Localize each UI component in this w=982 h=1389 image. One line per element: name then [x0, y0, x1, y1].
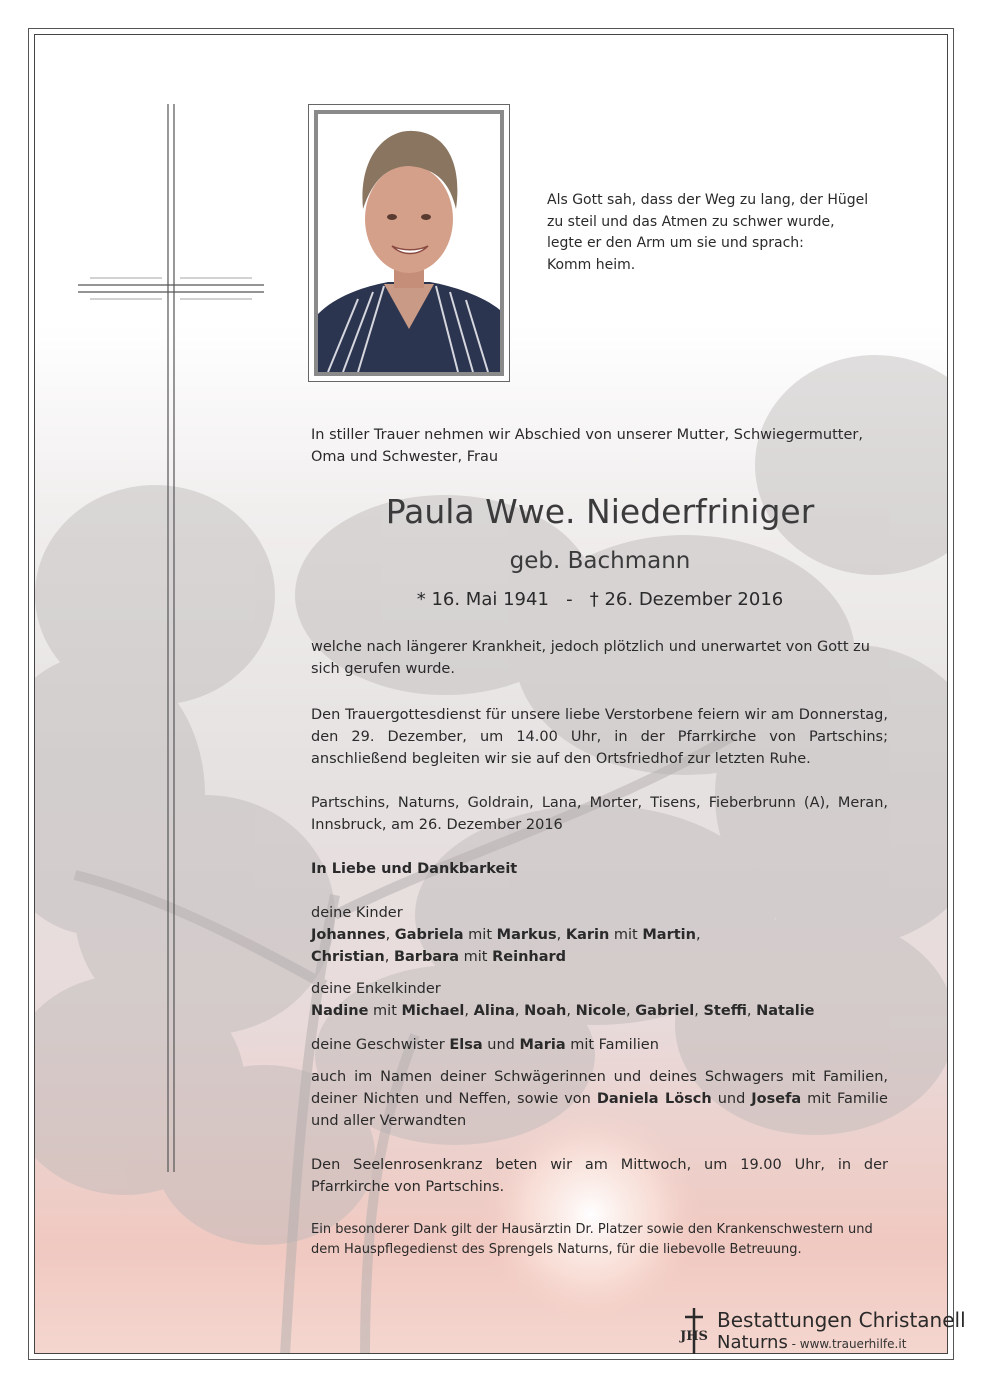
svg-text:JHS: JHS — [680, 1329, 708, 1344]
poem-line: Als Gott sah, dass der Weg zu lang, der Hügel — [547, 192, 869, 208]
siblings-line: deine Geschwister Elsa und Maria mit Familien — [311, 1037, 659, 1053]
rosary-paragraph: Den Seelenrosenkranz beten wir am Mittwoch, um 19.00 Uhr, in der Pfarrkirche von Partschins. — [311, 1157, 888, 1195]
children-label: deine Kinder — [311, 905, 403, 921]
portrait-frame — [308, 104, 510, 382]
birth-date: * 16. Mai 1941 — [416, 589, 549, 610]
maiden-name: geb. Bachmann — [509, 548, 691, 574]
sunset-glow — [481, 1105, 701, 1325]
portrait-image — [318, 114, 500, 372]
town: Naturns — [717, 1332, 788, 1353]
thanks-paragraph: Ein besonderer Dank gilt der Hausärztin Dr. Platzer sowie den Krankenschwestern und dem Hauspflegedienst des Sprengels Naturns, für die liebevolle Betreuung. — [311, 1222, 873, 1257]
death-date: † 26. Dezember 2016 — [589, 589, 784, 610]
grandchildren-block — [311, 978, 888, 1022]
funeral-home-name: Bestattungen Christanell — [717, 1308, 966, 1332]
poem-line: zu steil und das Atmen zu schwer wurde, — [547, 213, 835, 230]
grandchildren-line: Nadine mit Michael, Alina, Noah, Nicole, Gabriel, Steffi, Natalie — [311, 1003, 815, 1019]
funeral-home-logo-icon — [677, 1308, 711, 1354]
places-date-paragraph: Partschins, Naturns, Goldrain, Lana, Morter, Tisens, Fieberbrunn (A), Meran, Innsbruck, am 26. Dezember 2016 — [311, 795, 888, 833]
website-link[interactable]: - www.trauerhilfe.it — [787, 1337, 907, 1351]
funeral-service-paragraph: Den Trauergottesdienst für unsere liebe Verstorbene feiern wir am Donnerstag, den 29. Dezember, um 14.00 Uhr, in der Pfarrkirche von Partschins; anschließend begleiten wir sie auf den Ortsfriedhof zur letzten Ruhe. — [311, 707, 888, 767]
children-block — [311, 902, 888, 968]
closing-phrase: In Liebe und Dankbarkeit — [311, 861, 518, 877]
grandchildren-label: deine Enkelkinder — [311, 981, 441, 997]
date-separator: - — [566, 589, 573, 610]
cross-icon — [78, 104, 268, 1172]
deceased-name: Paula Wwe. Niederfriniger — [385, 492, 815, 531]
children-line: Christian, Barbara mit Reinhard — [311, 949, 567, 965]
intro-text: In stiller Trauer nehmen wir Abschied von unserer Mutter, Schwiegermutter, Oma und Schwester, Frau — [311, 427, 863, 465]
poem-line: legte er den Arm um sie und sprach: — [547, 235, 804, 251]
children-line: Johannes, Gabriela mit Markus, Karin mit Martin, — [311, 927, 701, 943]
death-notice-paragraph: welche nach längerer Krankheit, jedoch plötzlich und unerwartet von Gott zu sich gerufen wurde. — [311, 639, 870, 677]
portrait-photo — [314, 110, 504, 376]
poem — [547, 190, 887, 276]
life-dates — [300, 586, 900, 614]
relatives-paragraph: auch im Namen deiner Schwägerinnen und deines Schwagers mit Familien, deiner Nichten und Neffen, sowie von Daniela Lösch und Josefa mit Familie und aller Verwandten — [311, 1069, 888, 1129]
poem-line: Komm heim. — [547, 256, 636, 273]
funeral-home-location — [717, 1332, 906, 1355]
